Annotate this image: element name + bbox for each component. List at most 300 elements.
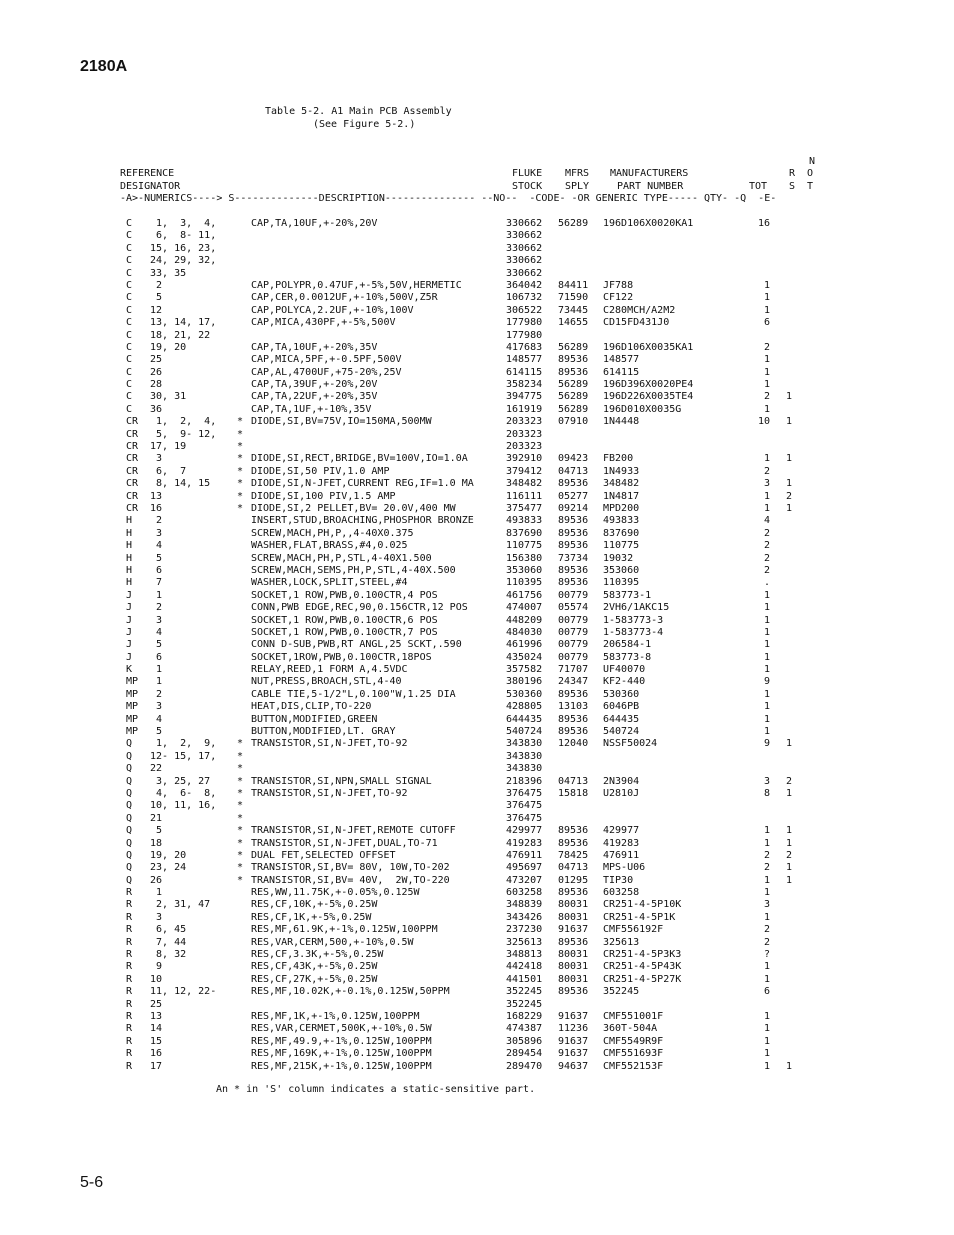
manufacturer-part-number: CMF551693F — [603, 1048, 664, 1060]
ref-designator: R — [126, 1048, 133, 1060]
total-qty: 9 — [763, 676, 770, 688]
ref-designator: C — [126, 354, 133, 366]
fluke-stock-no: 473207 — [506, 874, 543, 886]
table-row — [0, 1048, 954, 1060]
fluke-stock-no: 106732 — [506, 292, 543, 304]
table-row — [0, 404, 954, 416]
static-flag: * — [237, 750, 244, 762]
manufacturer-part-number: 429977 — [603, 825, 640, 837]
footnote: An * in 'S' column indicates a static-sensitive part. — [216, 1084, 536, 1095]
manufacturer-part-number: CMF551001F — [603, 1011, 664, 1022]
table-title — [0, 106, 954, 143]
ref-designator: CR — [126, 441, 139, 453]
manufacturer-part-number: MPD200 — [603, 502, 640, 514]
table-row — [0, 800, 954, 812]
ref-numerics: 6, 8- 11, — [150, 230, 217, 242]
ref-designator: R — [126, 911, 133, 923]
table-row — [0, 255, 954, 267]
ref-designator: CR — [126, 478, 139, 490]
recommended-qty: 1 — [786, 874, 793, 886]
table-row — [0, 887, 954, 899]
ref-numerics: 1 — [150, 589, 163, 601]
description: CAP,TA,39UF,+-20%,20V — [251, 379, 378, 391]
total-qty: 1 — [763, 1060, 770, 1072]
total-qty: 1 — [763, 589, 770, 601]
manufacturer-part-number: U2810J — [603, 787, 640, 799]
table-row — [0, 540, 954, 552]
page-number: 5-6 — [80, 1174, 104, 1191]
fluke-stock-no: 441501 — [506, 973, 543, 985]
ref-numerics: 26 — [150, 366, 163, 378]
table-row — [0, 862, 954, 874]
ref-numerics: 1 — [150, 887, 163, 899]
total-qty: 1 — [763, 713, 770, 725]
manufacturer-part-number: 348482 — [603, 478, 640, 490]
static-flag: * — [237, 478, 244, 490]
fluke-stock-no: 330662 — [506, 267, 543, 279]
total-qty: 1 — [763, 602, 770, 614]
table-row — [0, 330, 954, 342]
static-flag: * — [237, 787, 244, 799]
mfrs-supply-code: 14655 — [558, 317, 589, 329]
ref-designator: R — [126, 1035, 133, 1047]
static-flag: * — [237, 775, 244, 787]
header-designator: DESIGNATOR — [120, 180, 181, 192]
ref-numerics: 24, 29, 32, — [150, 255, 217, 267]
static-flag: * — [237, 825, 244, 837]
manufacturer-part-number: 110395 — [603, 577, 640, 589]
table-title-line2: (See Figure 5-2.) — [313, 119, 416, 130]
ref-numerics: 23, 24 — [150, 862, 187, 874]
table-row — [0, 639, 954, 651]
mfrs-supply-code: 89536 — [558, 713, 589, 725]
table-row — [0, 230, 954, 242]
description: WASHER,FLAT,BRASS,#4,0.025 — [251, 540, 408, 552]
description: TRANSISTOR,SI,N-JFET,TO-92 — [251, 787, 408, 799]
total-qty: 1 — [763, 825, 770, 837]
manufacturer-part-number: C280MCH/A2M2 — [603, 304, 676, 316]
total-qty: 1 — [763, 1048, 770, 1060]
manufacturer-part-number: FB200 — [603, 453, 634, 465]
recommended-qty: 1 — [786, 862, 793, 874]
ref-numerics: 3 — [150, 527, 163, 539]
manufacturer-part-number: CR251-4-5P1K — [603, 911, 676, 923]
total-qty: 3 — [763, 899, 770, 911]
mfrs-supply-code: 05277 — [558, 490, 589, 502]
ref-designator: Q — [126, 800, 133, 812]
total-qty: 1 — [763, 354, 770, 366]
manufacturer-part-number: CD15FD431J0 — [603, 317, 670, 329]
ref-designator: CR — [126, 428, 139, 440]
fluke-stock-no: 461996 — [506, 639, 543, 651]
header-stock: STOCK — [512, 180, 543, 192]
total-qty: 2 — [763, 936, 770, 948]
parts-table — [0, 218, 954, 1073]
ref-numerics: 2 — [150, 279, 163, 291]
ref-numerics: 13 — [150, 490, 163, 502]
mfrs-supply-code: 05574 — [558, 602, 589, 614]
description: TRANSISTOR,SI,N-JFET,DUAL,TO-71 — [251, 837, 438, 849]
ref-designator: R — [126, 1011, 133, 1022]
description: CAP,MICA,430PF,+-5%,500V — [251, 317, 396, 329]
mfrs-supply-code: 13103 — [558, 701, 589, 713]
mfrs-supply-code: 09214 — [558, 502, 589, 514]
manufacturer-part-number: 583773-8 — [603, 651, 652, 663]
fluke-stock-no: 353060 — [506, 564, 543, 576]
fluke-stock-no: 476911 — [506, 849, 543, 861]
fluke-stock-no: 343830 — [506, 750, 543, 762]
table-row — [0, 466, 954, 478]
total-qty: 2 — [763, 849, 770, 861]
ref-numerics: 18 — [150, 837, 163, 849]
ref-numerics: 19, 20 — [150, 849, 187, 861]
total-qty: 2 — [763, 341, 770, 353]
total-qty: 2 — [763, 564, 770, 576]
description: SOCKET,1 ROW,PWB,0.100CTR,4 POS — [251, 589, 438, 601]
ref-designator: MP — [126, 688, 139, 700]
table-row — [0, 813, 954, 825]
manufacturer-part-number: 614115 — [603, 366, 640, 378]
table-row — [0, 652, 954, 664]
table-row — [0, 615, 954, 627]
mfrs-supply-code: 04713 — [558, 775, 589, 787]
description: CAP,MICA,5PF,+-0.5PF,500V — [251, 354, 402, 366]
description: DIODE,SI,100 PIV,1.5 AMP — [251, 490, 396, 502]
static-flag: * — [237, 874, 244, 886]
table-row — [0, 838, 954, 850]
fluke-stock-no: 177980 — [506, 317, 543, 329]
manufacturer-part-number: 6046PB — [603, 701, 640, 713]
recommended-qty: 1 — [786, 1060, 793, 1072]
ref-designator: C — [126, 391, 133, 403]
fluke-stock-no: 495697 — [506, 862, 543, 874]
table-row — [0, 429, 954, 441]
ref-designator: Q — [126, 837, 133, 849]
ref-numerics: 30, 31 — [150, 391, 187, 403]
static-flag: * — [237, 849, 244, 861]
description: RES,CF,1K,+-5%,0.25W — [251, 911, 372, 923]
table-row — [0, 689, 954, 701]
manufacturer-part-number: 583773-1 — [603, 589, 652, 601]
fluke-stock-no: 330662 — [506, 255, 543, 267]
ref-designator: Q — [126, 763, 133, 775]
mfrs-supply-code: 24347 — [558, 676, 589, 688]
ref-designator: Q — [126, 750, 133, 762]
header-n: N — [809, 156, 816, 167]
total-qty: 2 — [763, 924, 770, 936]
manufacturer-part-number: 540724 — [603, 726, 640, 738]
mfrs-supply-code: 89536 — [558, 837, 589, 849]
static-flag: * — [237, 428, 244, 440]
description: CONN,PWB EDGE,REC,90,0.156CTR,12 POS — [251, 602, 468, 614]
recommended-qty: 1 — [786, 502, 793, 514]
ref-designator: J — [126, 626, 133, 638]
ref-designator: CR — [126, 490, 139, 502]
description: CAP,TA,1UF,+-10%,35V — [251, 403, 372, 415]
mfrs-supply-code: 56289 — [558, 218, 589, 229]
description: DIODE,SI,BV=75V,IO=150MA,500MW — [251, 416, 432, 428]
ref-numerics: 12 — [150, 304, 163, 316]
description: RES,MF,10.02K,+-0.1%,0.125W,50PPM — [251, 986, 450, 998]
fluke-stock-no: 203323 — [506, 441, 543, 453]
description: CAP,TA,22UF,+-20%,35V — [251, 391, 378, 403]
ref-designator: H — [126, 564, 133, 576]
table-row — [0, 292, 954, 304]
mfrs-supply-code: 80031 — [558, 949, 589, 961]
ref-designator: MP — [126, 701, 139, 713]
table-row — [0, 949, 954, 961]
mfrs-supply-code: 73734 — [558, 552, 589, 564]
total-qty: 1 — [763, 1035, 770, 1047]
static-flag: * — [237, 862, 244, 874]
description: TRANSISTOR,SI,N-JFET,TO-92 — [251, 738, 408, 750]
fluke-stock-no: 614115 — [506, 366, 543, 378]
description: SOCKET,1ROW,PWB,0.100CTR,18POS — [251, 651, 432, 663]
description: RES,MF,1K,+-1%,0.125W,100PPM — [251, 1011, 420, 1022]
description: CAP,POLYCA,2.2UF,+-10%,100V — [251, 304, 414, 316]
fluke-stock-no: 380196 — [506, 676, 543, 688]
ref-designator: C — [126, 304, 133, 316]
table-row — [0, 726, 954, 738]
ref-numerics: 17, 19 — [150, 441, 187, 453]
total-qty: 2 — [763, 862, 770, 874]
description: DIODE,SI,2 PELLET,BV= 20.0V,400 MW — [251, 502, 456, 514]
ref-designator: J — [126, 589, 133, 601]
mfrs-supply-code: 91637 — [558, 924, 589, 936]
ref-numerics: 14 — [150, 1023, 163, 1035]
description: TRANSISTOR,SI,N-JFET,REMOTE CUTOFF — [251, 825, 456, 837]
description: SOCKET,1 ROW,PWB,0.100CTR,7 POS — [251, 626, 438, 638]
table-row — [0, 478, 954, 490]
mfrs-supply-code: 89536 — [558, 936, 589, 948]
total-qty: 16 — [757, 218, 770, 229]
recommended-qty: 1 — [786, 416, 793, 428]
ref-designator: H — [126, 540, 133, 552]
ref-designator: MP — [126, 726, 139, 738]
description: SCREW,MACH,PH,P,STL,4-40X1.500 — [251, 552, 432, 564]
mfrs-supply-code: 07910 — [558, 416, 589, 428]
description: RES,VAR,CERM,500,+-10%,0.5W — [251, 936, 414, 948]
fluke-stock-no: 352245 — [506, 998, 543, 1010]
manufacturer-part-number: 476911 — [603, 849, 640, 861]
ref-designator: Q — [126, 812, 133, 824]
table-row — [0, 664, 954, 676]
description: RELAY,REED,1 FORM A,4.5VDC — [251, 664, 408, 676]
ref-designator: C — [126, 292, 133, 304]
total-qty: 6 — [763, 986, 770, 998]
static-flag: * — [237, 763, 244, 775]
recommended-qty: 1 — [786, 478, 793, 490]
ref-numerics: 1 — [150, 676, 163, 688]
total-qty: 3 — [763, 478, 770, 490]
mfrs-supply-code: 56289 — [558, 403, 589, 415]
fluke-stock-no: 156380 — [506, 552, 543, 564]
table-row — [0, 986, 954, 998]
mfrs-supply-code: 91637 — [558, 1048, 589, 1060]
table-row — [0, 714, 954, 726]
total-qty: 1 — [763, 973, 770, 985]
ref-numerics: 4 — [150, 713, 163, 725]
ref-numerics: 5 — [150, 639, 163, 651]
ref-numerics: 25 — [150, 354, 163, 366]
mfrs-supply-code: 89536 — [558, 515, 589, 527]
manufacturer-part-number: CR251-4-5P3K3 — [603, 949, 682, 961]
ref-numerics: 6 — [150, 651, 163, 663]
recommended-qty: 1 — [786, 787, 793, 799]
fluke-stock-no: 325613 — [506, 936, 543, 948]
fluke-stock-no: 343830 — [506, 763, 543, 775]
ref-designator: C — [126, 329, 133, 341]
ref-numerics: 6 — [150, 564, 163, 576]
description: RES,VAR,CERMET,500K,+-10%,0.5W — [251, 1023, 432, 1035]
fluke-stock-no: 448209 — [506, 614, 543, 626]
total-qty: 1 — [763, 490, 770, 502]
ref-numerics: 16 — [150, 502, 163, 514]
manufacturer-part-number: 196D396X0020PE4 — [603, 379, 694, 391]
ref-designator: R — [126, 998, 133, 1010]
fluke-stock-no: 461756 — [506, 589, 543, 601]
fluke-stock-no: 110395 — [506, 577, 543, 589]
table-row — [0, 305, 954, 317]
ref-designator: J — [126, 614, 133, 626]
fluke-stock-no: 379412 — [506, 465, 543, 477]
fluke-stock-no: 161919 — [506, 403, 543, 415]
ref-designator: Q — [126, 862, 133, 874]
ref-numerics: 7, 44 — [150, 936, 187, 948]
total-qty: 1 — [763, 292, 770, 304]
ref-numerics: 8, 14, 15 — [150, 478, 211, 490]
table-row — [0, 751, 954, 763]
ref-numerics: 9 — [150, 961, 163, 973]
fluke-stock-no: 442418 — [506, 961, 543, 973]
ref-numerics: 3, 25, 27 — [150, 775, 211, 787]
table-row — [0, 937, 954, 949]
fluke-stock-no: 530360 — [506, 688, 543, 700]
static-flag: * — [237, 465, 244, 477]
fluke-stock-no: 376475 — [506, 812, 543, 824]
ref-designator: H — [126, 552, 133, 564]
ref-designator: CR — [126, 453, 139, 465]
mfrs-supply-code: 00779 — [558, 639, 589, 651]
table-row — [0, 875, 954, 887]
table-row — [0, 280, 954, 292]
fluke-stock-no: 358234 — [506, 379, 543, 391]
ref-numerics: 11, 12, 22- — [150, 986, 217, 998]
ref-numerics: 5, 9- 12, — [150, 428, 217, 440]
ref-designator: H — [126, 515, 133, 527]
mfrs-supply-code: 15818 — [558, 787, 589, 799]
fluke-stock-no: 330662 — [506, 242, 543, 254]
fluke-stock-no: 376475 — [506, 787, 543, 799]
table-row — [0, 317, 954, 329]
mfrs-supply-code: 89536 — [558, 564, 589, 576]
recommended-qty: 1 — [786, 738, 793, 750]
total-qty: 2 — [763, 527, 770, 539]
total-qty: 3 — [763, 775, 770, 787]
description: DIODE,SI,RECT,BRIDGE,BV=100V,IO=1.0A — [251, 453, 468, 465]
fluke-stock-no: 330662 — [506, 230, 543, 242]
ref-designator: CR — [126, 416, 139, 428]
fluke-stock-no: 837690 — [506, 527, 543, 539]
ref-designator: Q — [126, 738, 133, 750]
fluke-stock-no: 306522 — [506, 304, 543, 316]
fluke-stock-no: 348839 — [506, 899, 543, 911]
total-qty: 1 — [763, 1023, 770, 1035]
total-qty: 10 — [757, 416, 770, 428]
description: CAP,CER,0.0012UF,+-10%,500V,Z5R — [251, 292, 438, 304]
fluke-stock-no: 419283 — [506, 837, 543, 849]
manufacturer-part-number: 644435 — [603, 713, 640, 725]
ref-numerics: 26 — [150, 874, 163, 886]
header-reference: REFERENCE — [120, 168, 175, 180]
ref-designator: C — [126, 379, 133, 391]
ref-numerics: 25 — [150, 998, 163, 1010]
header-fluke: FLUKE — [512, 168, 543, 180]
mfrs-supply-code: 09423 — [558, 453, 589, 465]
ref-numerics: 17 — [150, 1060, 163, 1072]
table-row — [0, 515, 954, 527]
manufacturer-part-number: 206584-1 — [603, 639, 652, 651]
description: CAP,AL,4700UF,+75-20%,25V — [251, 366, 402, 378]
table-row — [0, 528, 954, 540]
mfrs-supply-code: 00779 — [558, 651, 589, 663]
ref-numerics: 18, 21, 22 — [150, 329, 211, 341]
header-manufacturers: MANUFACTURERS — [610, 168, 689, 180]
ref-designator: H — [126, 577, 133, 589]
mfrs-supply-code: 04713 — [558, 465, 589, 477]
description: WASHER,LOCK,SPLIT,STEEL,#4 — [251, 577, 408, 589]
table-row — [0, 961, 954, 973]
mfrs-supply-code: 56289 — [558, 391, 589, 403]
mfrs-supply-code: 73445 — [558, 304, 589, 316]
ref-numerics: 1, 2, 9, — [150, 738, 217, 750]
description: HEAT,DIS,CLIP,TO-220 — [251, 701, 372, 713]
ref-numerics: 2 — [150, 688, 163, 700]
description: SCREW,MACH,PH,P,,4-40X0.375 — [251, 527, 414, 539]
manufacturer-part-number: CR251-4-5P10K — [603, 899, 682, 911]
mfrs-supply-code: 89536 — [558, 825, 589, 837]
manufacturer-part-number: CF122 — [603, 292, 634, 304]
table-row — [0, 441, 954, 453]
manufacturer-part-number: 148577 — [603, 354, 640, 366]
description: RES,MF,169K,+-1%,0.125W,100PPM — [251, 1048, 432, 1060]
fluke-stock-no: 540724 — [506, 726, 543, 738]
table-row — [0, 912, 954, 924]
static-flag: * — [237, 453, 244, 465]
total-qty: 6 — [763, 317, 770, 329]
manufacturer-part-number: JF788 — [603, 279, 634, 291]
table-row — [0, 899, 954, 911]
ref-designator: R — [126, 899, 133, 911]
fluke-stock-no: 428805 — [506, 701, 543, 713]
fluke-stock-no: 394775 — [506, 391, 543, 403]
mfrs-supply-code: 78425 — [558, 849, 589, 861]
table-row — [0, 503, 954, 515]
table-row — [0, 602, 954, 614]
ref-designator: R — [126, 949, 133, 961]
mfrs-supply-code: 80031 — [558, 961, 589, 973]
ref-designator: MP — [126, 713, 139, 725]
ref-designator: J — [126, 651, 133, 663]
static-flag: * — [237, 812, 244, 824]
fluke-stock-no: 392910 — [506, 453, 543, 465]
manufacturer-part-number: 493833 — [603, 515, 640, 527]
fluke-stock-no: 203323 — [506, 416, 543, 428]
description: RES,MF,61.9K,+-1%,0.125W,100PPM — [251, 924, 438, 936]
manufacturer-part-number: 1-583773-3 — [603, 614, 664, 626]
header-mfrs: MFRS — [565, 168, 590, 180]
manufacturer-part-number: UF40070 — [603, 664, 646, 676]
